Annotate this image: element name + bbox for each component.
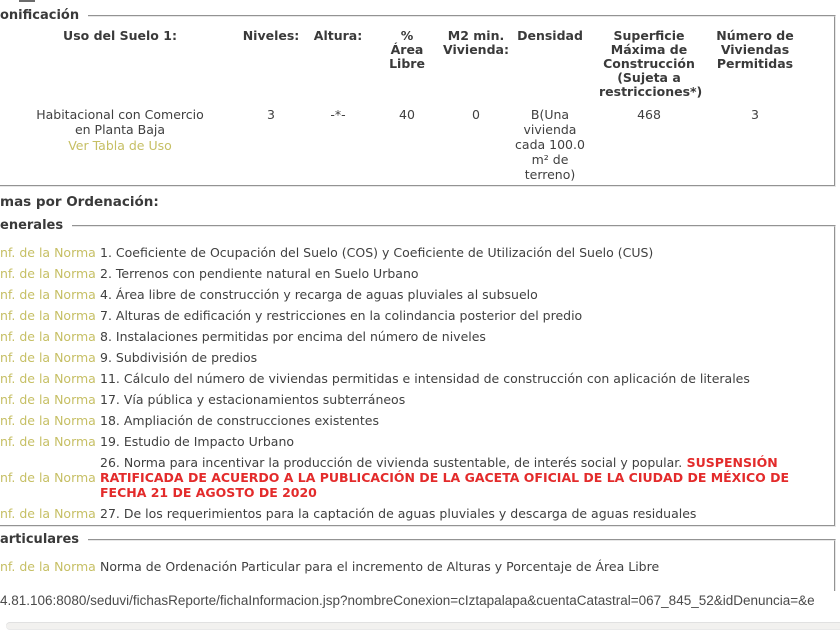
norm-text: 17. Vía pública y estacionamientos subterráneos (100, 392, 406, 407)
zonificacion-section (0, 8, 836, 187)
inf-de-la-norma-link[interactable]: nf. de la Norma (0, 329, 96, 344)
zonificacion-legend: onificación (0, 8, 88, 23)
generales-norm-list (0, 227, 834, 521)
norm-row (0, 413, 834, 428)
ver-tabla-de-uso-link[interactable]: Ver Tabla de Uso (68, 138, 172, 153)
norm-text: 2. Terrenos con pendiente natural en Suelo Urbano (100, 266, 419, 281)
cell-viviendas: 3 (751, 107, 759, 122)
norm-text: 9. Subdivisión de predios (100, 350, 258, 365)
col-m2-min-vivienda: M2 min. Vivienda: (443, 28, 509, 57)
status-url: 4.81.106:8080/seduvi/fichasReporte/fichaInformacion.jsp?nombreConexion=cIztapalapa&cuentaCatastral=067_845_52&idDenuncia=&e (0, 593, 815, 608)
norm-text: 27. De los requerimientos para la captación de aguas pluviales y descarga de aguas residuales (100, 506, 697, 521)
cell-uso (0, 99, 240, 182)
cell-densidad: B(Una vivienda cada 100.0 m² de terreno) (515, 107, 585, 182)
cell-niveles: 3 (267, 107, 275, 122)
norm-text: 8. Instalaciones permitidas por encima del número de niveles (100, 329, 486, 344)
col-niveles: Niveles: (242, 28, 300, 43)
norm-row (0, 434, 834, 449)
cell-area-libre: 40 (399, 107, 415, 122)
inf-de-la-norma-link[interactable]: nf. de la Norma (0, 559, 96, 574)
col-densidad: Densidad (517, 28, 583, 43)
zonificacion-table (0, 29, 800, 182)
particulares-legend: articulares (0, 532, 88, 547)
norm-text: 7. Alturas de edificación y restricciones en la colindancia posterior del predio (100, 308, 583, 323)
suspension-alert-text: SUSPENSIÓN RATIFICADA DE ACUERDO A LA PUBLICACIÓN DE LA GACETA OFICIAL DE LA CIUDAD DE MÉXICO DE FECHA 21 DE AGOSTO DE 2020 (100, 455, 790, 500)
norm-text: 18. Ampliación de construcciones existentes (100, 413, 379, 428)
col-uso-del-suelo: Uso del Suelo 1: (63, 28, 177, 43)
norm-row (0, 329, 834, 344)
cell-altura: -*- (330, 107, 346, 122)
inf-de-la-norma-link[interactable]: nf. de la Norma (0, 392, 96, 407)
norm-row (0, 371, 834, 386)
norm-row (0, 287, 834, 302)
normas-generales-section (0, 218, 836, 527)
normas-por-ordenacion-title: mas por Ordenación: (0, 194, 159, 210)
norm-row (0, 245, 834, 260)
inf-de-la-norma-link[interactable]: nf. de la Norma (0, 371, 96, 386)
generales-legend: enerales (0, 218, 72, 233)
cell-superficie: 468 (637, 107, 661, 122)
particulares-norm-list (0, 541, 834, 574)
col-numero-viviendas: Número de Viviendas Permitidas (716, 28, 794, 71)
col-superficie-maxima: Superficie Máxima de Construcción (Sujeta a restricciones*) (599, 28, 703, 99)
norm-row (0, 392, 834, 407)
normas-particulares-section (0, 532, 836, 591)
zonificacion-header-row (0, 29, 800, 99)
inf-de-la-norma-link[interactable]: nf. de la Norma (0, 245, 96, 260)
inf-de-la-norma-link[interactable]: nf. de la Norma (0, 506, 96, 521)
norm-row (0, 559, 834, 574)
col-area-libre: % Área Libre (389, 28, 425, 71)
norm-text: Norma de Ordenación Particular para el incremento de Alturas y Porcentaje de Área Libre (100, 559, 660, 574)
norm-row (0, 506, 834, 521)
cropped-text-artifact (19, 0, 35, 2)
cell-m2-min: 0 (472, 107, 480, 122)
inf-de-la-norma-link[interactable]: nf. de la Norma (0, 413, 96, 428)
norm-row (0, 455, 834, 500)
uso-value: Habitacional con Comercio en Planta Baja (36, 107, 204, 137)
norm-row (0, 308, 834, 323)
norm-text: 26. Norma para incentivar la producción de vivienda sustentable, de interés social y popular. SUSPENSIÓN RATIFICADA DE ACUERDO A LA PUBLICACIÓN DE LA GACETA OFICIAL DE LA CIUDAD DE MÉXICO DE FECHA 21 DE AGOSTO DE 2020 (100, 455, 790, 500)
norm-text: 11. Cálculo del número de viviendas permitidas e intensidad de construcción con aplicación de literales (100, 371, 750, 386)
norm-text: 1. Coeficiente de Ocupación del Suelo (COS) y Coeficiente de Utilización del Suelo (CUS) (100, 245, 654, 260)
norm-text: 4. Área libre de construcción y recarga de aguas pluviales al subsuelo (100, 287, 538, 302)
inf-de-la-norma-link[interactable]: nf. de la Norma (0, 350, 96, 365)
norm-text: 19. Estudio de Impacto Urbano (100, 434, 295, 449)
horizontal-scrollbar[interactable] (6, 622, 840, 630)
inf-de-la-norma-link[interactable]: nf. de la Norma (0, 308, 96, 323)
inf-de-la-norma-link[interactable]: nf. de la Norma (0, 470, 96, 485)
col-altura: Altura: (313, 28, 363, 43)
inf-de-la-norma-link[interactable]: nf. de la Norma (0, 266, 96, 281)
norm-row (0, 266, 834, 281)
inf-de-la-norma-link[interactable]: nf. de la Norma (0, 287, 96, 302)
norm-row (0, 350, 834, 365)
zonificacion-data-row (0, 99, 800, 182)
inf-de-la-norma-link[interactable]: nf. de la Norma (0, 434, 96, 449)
